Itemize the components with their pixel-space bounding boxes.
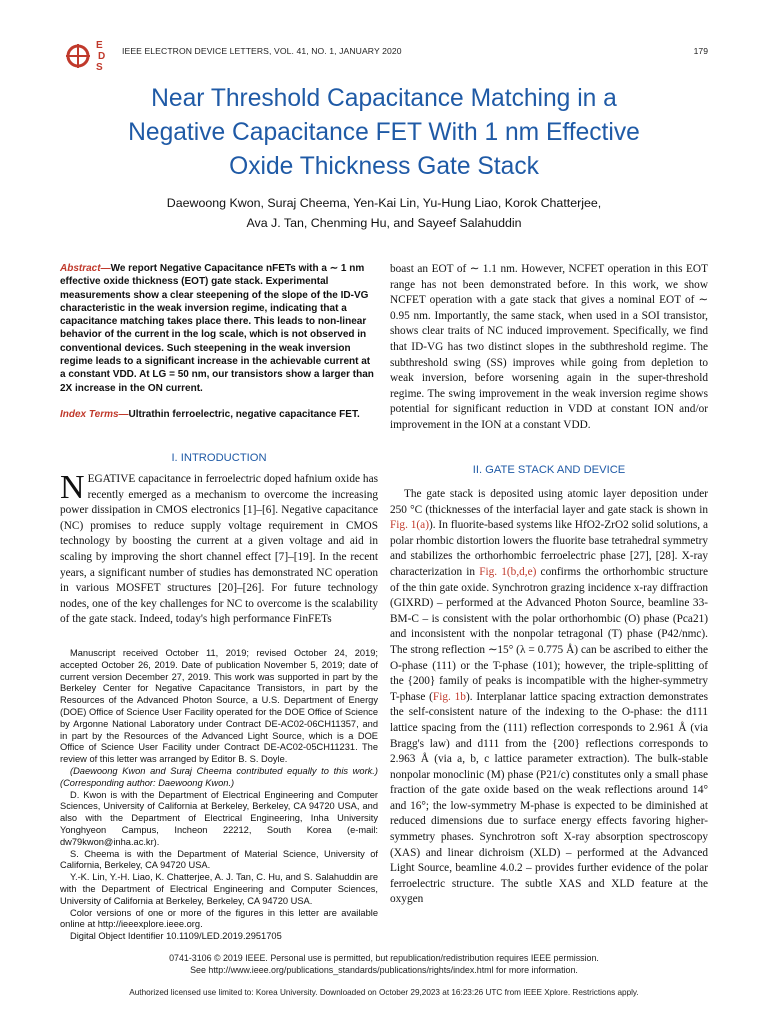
copyright-notice: [60, 952, 708, 976]
index-terms-text: Ultrathin ferroelectric, negative capacitance FET.: [128, 409, 360, 420]
section-1-heading: I. INTRODUCTION: [171, 452, 267, 464]
copyright-line-2: See http://www.ieee.org/publications_standards/publications/rights/index.html for more information.: [190, 965, 578, 975]
abstract-lead: Abstract—: [60, 263, 111, 274]
author-list: [60, 193, 708, 233]
dropcap: N: [60, 469, 85, 506]
index-terms: [60, 408, 378, 421]
abstract-text: We report Negative Capacitance nFETs with a ∼ 1 nm effective oxide thickness (EOT) gate stack. Experimental measurements show a clear steepening of the slope of the ID-VG characteristic in the weak inversion regime, indicating that a capacitance matching takes place there. This leads to non-linear behavior of the current in the log scale, which is not observed in conventional devices. Such steepening in the weak inversion regime leads to a significant increase in the achievable current at a constant VDD. At LG = 50 nm, our transistors show a larger than 2X increase in the ON current.: [60, 263, 374, 394]
journal-header: IEEE ELECTRON DEVICE LETTERS, VOL. 41, NO. 1, JANUARY 2020: [122, 46, 402, 56]
copyright-line-1: 0741-3106 © 2019 IEEE. Personal use is permitted, but republication/redistribution requires IEEE permission.: [169, 953, 599, 963]
section-1-body: [60, 469, 378, 628]
footnotes: [60, 648, 378, 943]
footnote-others: Y.-K. Lin, Y.-H. Liao, K. Chatterjee, A. J. Tan, C. Hu, and S. Salahuddin are with the Department of Electrical Engineering and Computer Sciences, University of California at Berkeley, Berkeley, CA 94720 USA.: [60, 872, 378, 906]
section-1-text: EGATIVE capacitance in ferroelectric doped hafnium oxide has recently emerged as a mechanism to overcome the increasing power dissipation in CMOS electronics [1]–[6]. Negative capacitance (NC) promises to reduce supply voltage requirement in CMOS technology by boosting the current at a given voltage and aid in scaling by improving the short channel effect [7]–[19]. In the recent years, a significant number of studies has demonstrated NC operation in various MOSFET structures [20]–[26]. For future technology nodes, one of the key challenges for NC to overcome is the scalability of the gate stack. Indeed, today's high performance FinFETs: [60, 473, 378, 626]
svg-text:S: S: [96, 62, 103, 73]
authorized-use-notice: Authorized licensed use limited to: Korea University. Downloaded on October 29,2023 at 16:23:26 UTC from IEEE Xplore. Restrictions apply.: [129, 988, 639, 997]
ref-fig-1a[interactable]: Fig. 1(a): [390, 519, 429, 532]
eds-logo: [60, 36, 116, 74]
abstract: [60, 262, 378, 395]
footnote-kwon: D. Kwon is with the Department of Electrical Engineering and Computer Sciences, University of California at Berkeley, Berkeley, CA 94720 USA, and also with the Department of Electrical Engineering, Inha University Yonghyeon Campus, Incheon 22212, South Korea (e-mail: dw79kwon@inha.ac.kr).: [60, 789, 378, 847]
section-2-heading: II. GATE STACK AND DEVICE: [472, 464, 626, 476]
section-2-text-3: confirms the orthorhombic structure of the thin gate oxide. Synchrotron grazing incidence x-ray diffraction (GIXRD) – performed at the Advanced Photon Source, beamline 33-BM-C – is consistent with the polar orthorhombic (O) phase (Pca21) and inconsistent with the nonpolar tetragonal (T) phase (P42/nmc). The strong reflection ∼15° (λ = 0.775 Å) can be ascribed to either the O-phase (111) or the T-phase (101); however, the triple-splitting of the {200} family of peaks is incompatible with the higher-symmetry T-phase (: [390, 565, 708, 703]
footnote-manuscript: Manuscript received October 11, 2019; revised October 24, 2019; accepted October 26, 2019. Date of publication November 5, 2019; date of current version December 27, 2019. This work was supported in part by the Berkeley Center for Negative Capacitance Transistors, in part by the Resources of the Advanced Photon Source, a U.S. Department of Energy (DOE) Office of Science User Facility operated for the DOE Office of Science by Argonne National Laboratory under Contract DE-AC02-06CH11357, and in part by the Resources of the Advanced Light Source, which is a DOE Office of Science User Facility under Contract DE-AC02-05CH11231. The review of this letter was arranged by Editor B. S. Doyle.: [60, 648, 378, 765]
ref-fig-1bde[interactable]: Fig. 1(b,d,e): [479, 565, 537, 578]
svg-text:D: D: [98, 51, 106, 62]
title-line-3: Oxide Thickness Gate Stack: [229, 153, 539, 180]
footnote-color: Color versions of one or more of the figures in this letter are available online at http://ieeexplore.ieee.org.: [60, 907, 378, 930]
section-2-text-4: ). Interplanar lattice spacing extraction demonstrates the self-consistent nature of the indexing to the O-phase: the d111 lattice spacing from the (111) reflection corresponds to 2.961 Å (via Bragg's law) and d111 from the {200} reflections corresponds to 2.963 Å (via a, b, c lattice parameter extraction). The bulk-stable nonpolar monoclinic (M) phase (P21/c) constitutes only a small phase fraction of the gate oxide based on the weak reflections around 14° and 16°; the low-symmetry M-phase is expected to be diminished at reduced dimensions due to surface energy effects favoring higher-symmetry phases. Synchrotron soft X-ray absorption spectroscopy (XAS) and linear dichroism (XLD) – performed at the Advanced Light Source, beamline 4.0.2 – provides further evidence of the polar ferroelectric structure. The subtle XAS and XLD feature at the oxygen: [390, 690, 709, 906]
index-terms-lead: Index Terms—: [60, 409, 129, 420]
footnote-cheema: S. Cheema is with the Department of Material Science, University of California, Berkeley, CA 94720 USA.: [60, 848, 378, 871]
authors-line-2: Ava J. Tan, Chenming Hu, and Sayeef Salahuddin: [246, 216, 522, 230]
section-2-body: [390, 487, 708, 908]
footnote-doi: Digital Object Identifier 10.1109/LED.2019.2951705: [70, 931, 282, 942]
title-line-1: Near Threshold Capacitance Matching in a: [151, 85, 617, 112]
right-intro: boast an EOT of ∼ 1.1 nm. However, NCFET operation in this EOT range has not been demonstrated before. In this work, we show NCFET operation with a gate stack that gives a nominal EOT of ∼ 0.95 nm. Importantly, the same stack, when used in a SOI transistor, shows clear traits of NC induced improvement. Specifically, we find that ID-VG has two distinct slopes in the subthreshold regime. The subthreshold swing (SS) improves while going from depletion to weak inversion, before worsening again in the super-threshold regime. The swing improvement in the weak inversion regime shows potential for significant reduction in VDD at constant ION and/or improvement in the ION at a constant VDD.: [390, 263, 708, 431]
svg-text:E: E: [96, 40, 103, 51]
authors-line-1: Daewoong Kwon, Suraj Cheema, Yen-Kai Lin, Yu-Hung Liao, Korok Chatterjee,: [166, 196, 602, 210]
ref-fig-1b[interactable]: Fig. 1b: [432, 690, 466, 703]
footnote-equal: (Daewoong Kwon and Suraj Cheema contributed equally to this work.) (Corresponding author: Daewoong Kwon.): [60, 765, 378, 788]
paper-title: [60, 82, 708, 184]
page-number: 179: [693, 46, 708, 56]
section-2-text-1: The gate stack is deposited using atomic layer deposition under 250 °C (thicknesses of the interfacial layer and gate stack is shown in: [390, 488, 708, 516]
title-line-2: Negative Capacitance FET With 1 nm Effective: [128, 119, 640, 146]
section-2-text-2: ). In fluorite-based systems like HfO2-ZrO2 solid solutions, a polar rhombic distortion lowers the fluorite base tetrahedral symmetry and stabilizes the orthorhombic ferroelectric phase [27], [28]. X-ray characterization in: [390, 519, 708, 578]
